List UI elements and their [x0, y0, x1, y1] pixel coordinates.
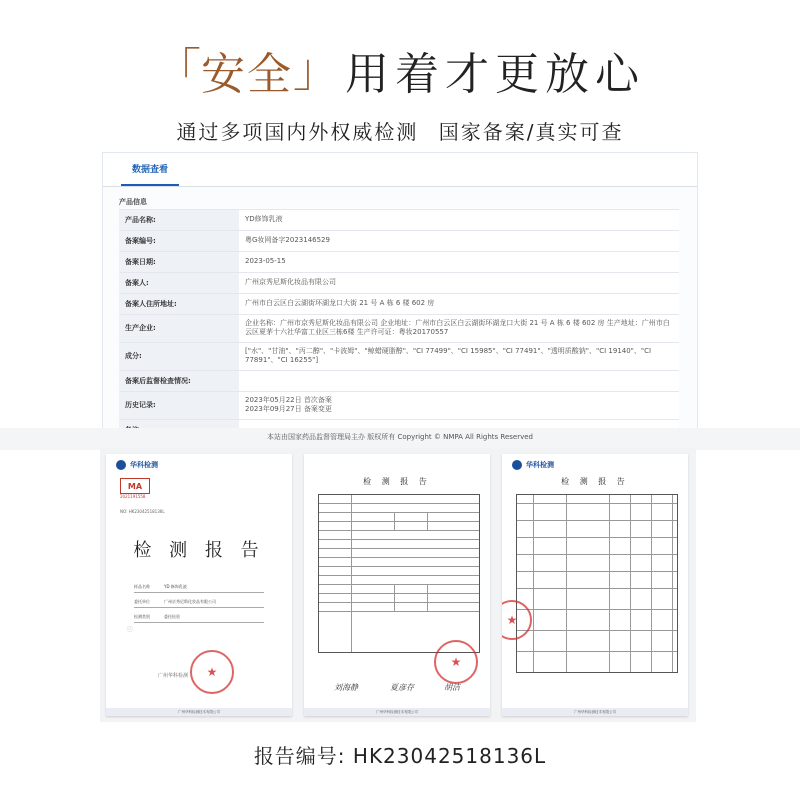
grid-row — [319, 558, 479, 567]
grid-row — [319, 603, 479, 612]
table-row — [119, 210, 679, 231]
section-label: 产品信息 — [119, 198, 147, 206]
row-value: 2023-05-15 — [239, 252, 679, 272]
page-heading: 检 测 报 告 — [363, 477, 431, 486]
grid-row — [319, 531, 479, 540]
cover-row-value: 委托检验 — [164, 614, 180, 619]
cover-row — [134, 612, 264, 623]
grid-row — [517, 652, 677, 672]
grid-row — [319, 513, 479, 522]
grid-row — [517, 610, 677, 631]
table-row — [119, 343, 679, 371]
cover-title: 检 测 报 告 — [133, 540, 265, 561]
row-key: 产品名称: — [119, 210, 239, 230]
grid-row — [319, 594, 479, 603]
signature-3: 胡洁 — [444, 683, 460, 692]
star-icon: ★ — [206, 665, 218, 679]
lab-logo-text: 华科检测 — [130, 461, 158, 469]
row-key: 备案日期: — [119, 252, 239, 272]
lab-logo-text: 华科检测 — [526, 461, 554, 469]
data-panel — [102, 152, 698, 430]
subtitle — [0, 116, 800, 145]
lab-logo — [512, 460, 554, 470]
table-row — [119, 273, 679, 294]
table-row — [119, 392, 679, 420]
hero-bracket-close: 」 — [293, 43, 339, 97]
star-icon: ★ — [506, 613, 518, 627]
hero-accent-text: 安全 — [201, 49, 293, 100]
cover-row-label: 样品名称 — [134, 584, 150, 589]
signature-2: 夏彦存 — [390, 683, 414, 692]
grid-row — [517, 495, 677, 504]
row-value: 广州京秀尼斯化妆品有限公司 — [239, 273, 679, 293]
grid-row — [517, 589, 677, 610]
cover-info — [134, 582, 264, 627]
signature-1: 刘海静 — [334, 683, 358, 692]
info-grid — [318, 494, 480, 653]
grid-row — [517, 572, 677, 589]
seal-stamp — [190, 650, 234, 694]
report-number: 报告编号: HK23042518136L — [253, 744, 547, 768]
table-row — [119, 294, 679, 315]
row-value: ["水"、"甘油"、"丙二醇"、"卡波姆"、"鲸蜡硬脂醇"、"CI 77499"、"CI 15985"、"CI 77491"、"透明质酸钠"、"CI 19140"、"CI 77891"、"CI 16255"] — [239, 343, 679, 370]
grid-row — [319, 504, 479, 513]
page-heading: 检 测 报 告 — [561, 477, 629, 486]
row-value — [239, 371, 679, 391]
hero-rest-text: 用着才更放心 — [345, 49, 645, 100]
cma-mark: MA — [120, 478, 150, 494]
grid-row — [319, 549, 479, 558]
grid-row — [319, 567, 479, 576]
grid-row — [517, 521, 677, 538]
grid-row — [319, 522, 479, 531]
history-entry: 2023年05月22日 首次备案 — [245, 395, 332, 404]
row-key: 成分: — [119, 343, 239, 370]
row-key: 备案人: — [119, 273, 239, 293]
table-row — [119, 315, 679, 343]
hero-headline — [0, 38, 800, 108]
cover-report-number: NO: HK23042518136L — [120, 509, 165, 514]
row-key: 备案编号: — [119, 231, 239, 251]
lab-logo-icon — [116, 460, 126, 470]
row-value — [239, 392, 679, 419]
report-images — [100, 448, 696, 722]
row-value: 广州市白云区白云湖街环湖龙口大街 21 号 A 栋 6 楼 602 房 — [239, 294, 679, 314]
row-key: 备案人住所地址: — [119, 294, 239, 314]
grid-row — [319, 495, 479, 504]
cover-row-value: 广州京秀尼斯化妆品有限公司 — [164, 599, 216, 604]
grid-row — [319, 576, 479, 585]
cover-row — [134, 582, 264, 593]
subtitle-right: 国家备案/真实可查 — [438, 120, 624, 144]
seal-stamp — [434, 640, 478, 684]
report-cover-page — [106, 454, 292, 716]
grid-row — [319, 540, 479, 549]
cover-lab-name: 广州华科检测 — [158, 673, 189, 679]
site-footer-text: 本站由国家药品监督管理局主办 版权所有 Copyright © NMPA All Rights Reserved — [267, 433, 533, 441]
cma-number: 2021191558 — [120, 494, 146, 499]
grid-row — [517, 538, 677, 555]
lab-logo — [116, 460, 158, 470]
table-row — [119, 231, 679, 252]
history-entry: 2023年09月27日 备案变更 — [245, 405, 332, 414]
grid-row — [319, 585, 479, 594]
grid-row — [517, 631, 677, 652]
results-grid — [516, 494, 678, 673]
hero-bracket-open: 「 — [155, 43, 201, 97]
table-row — [119, 252, 679, 273]
cover-row-label: 检测类别 — [134, 614, 150, 619]
row-key: 历史记录: — [119, 392, 239, 419]
grid-row — [517, 504, 677, 521]
row-key: 备案后监督检查情况: — [119, 371, 239, 391]
watermark: ◎ — [124, 622, 135, 635]
star-icon: ★ — [450, 655, 462, 669]
row-value: YD修饰乳液 — [239, 210, 679, 230]
row-key: 生产企业: — [119, 315, 239, 342]
row-value: 粤G妆网备字2023146529 — [239, 231, 679, 251]
doc-footer: 广州华科检测技术有限公司 — [106, 708, 292, 716]
hero-line — [155, 38, 645, 102]
doc-footer: 广州华科检测技术有限公司 — [304, 708, 490, 716]
product-info-table — [119, 209, 679, 441]
row-value: 企业名称：广州市京秀尼斯化妆品有限公司 企业地址：广州市白云区白云湖街环湖龙口大街 21 号 A 栋 6 楼 602 房 生产地址：广州市白云区夏茅十六社华富工业区三栋6楼 生产许可证：粤妆20170557 — [239, 315, 679, 342]
doc-footer: 广州华科检测技术有限公司 — [502, 708, 688, 716]
cover-row — [134, 597, 264, 608]
subtitle-left: 通过多项国内外权威检测 — [176, 120, 419, 144]
report-results-page — [502, 454, 688, 716]
report-info-page — [304, 454, 490, 716]
cover-row-label: 委托单位 — [134, 599, 150, 604]
tab-bar — [103, 153, 697, 187]
cover-row-value: YD 修饰乳液 — [164, 584, 187, 589]
tab-data-view[interactable]: 数据查看 — [121, 153, 179, 186]
table-row — [119, 371, 679, 392]
lab-logo-icon — [512, 460, 522, 470]
grid-row — [517, 555, 677, 572]
